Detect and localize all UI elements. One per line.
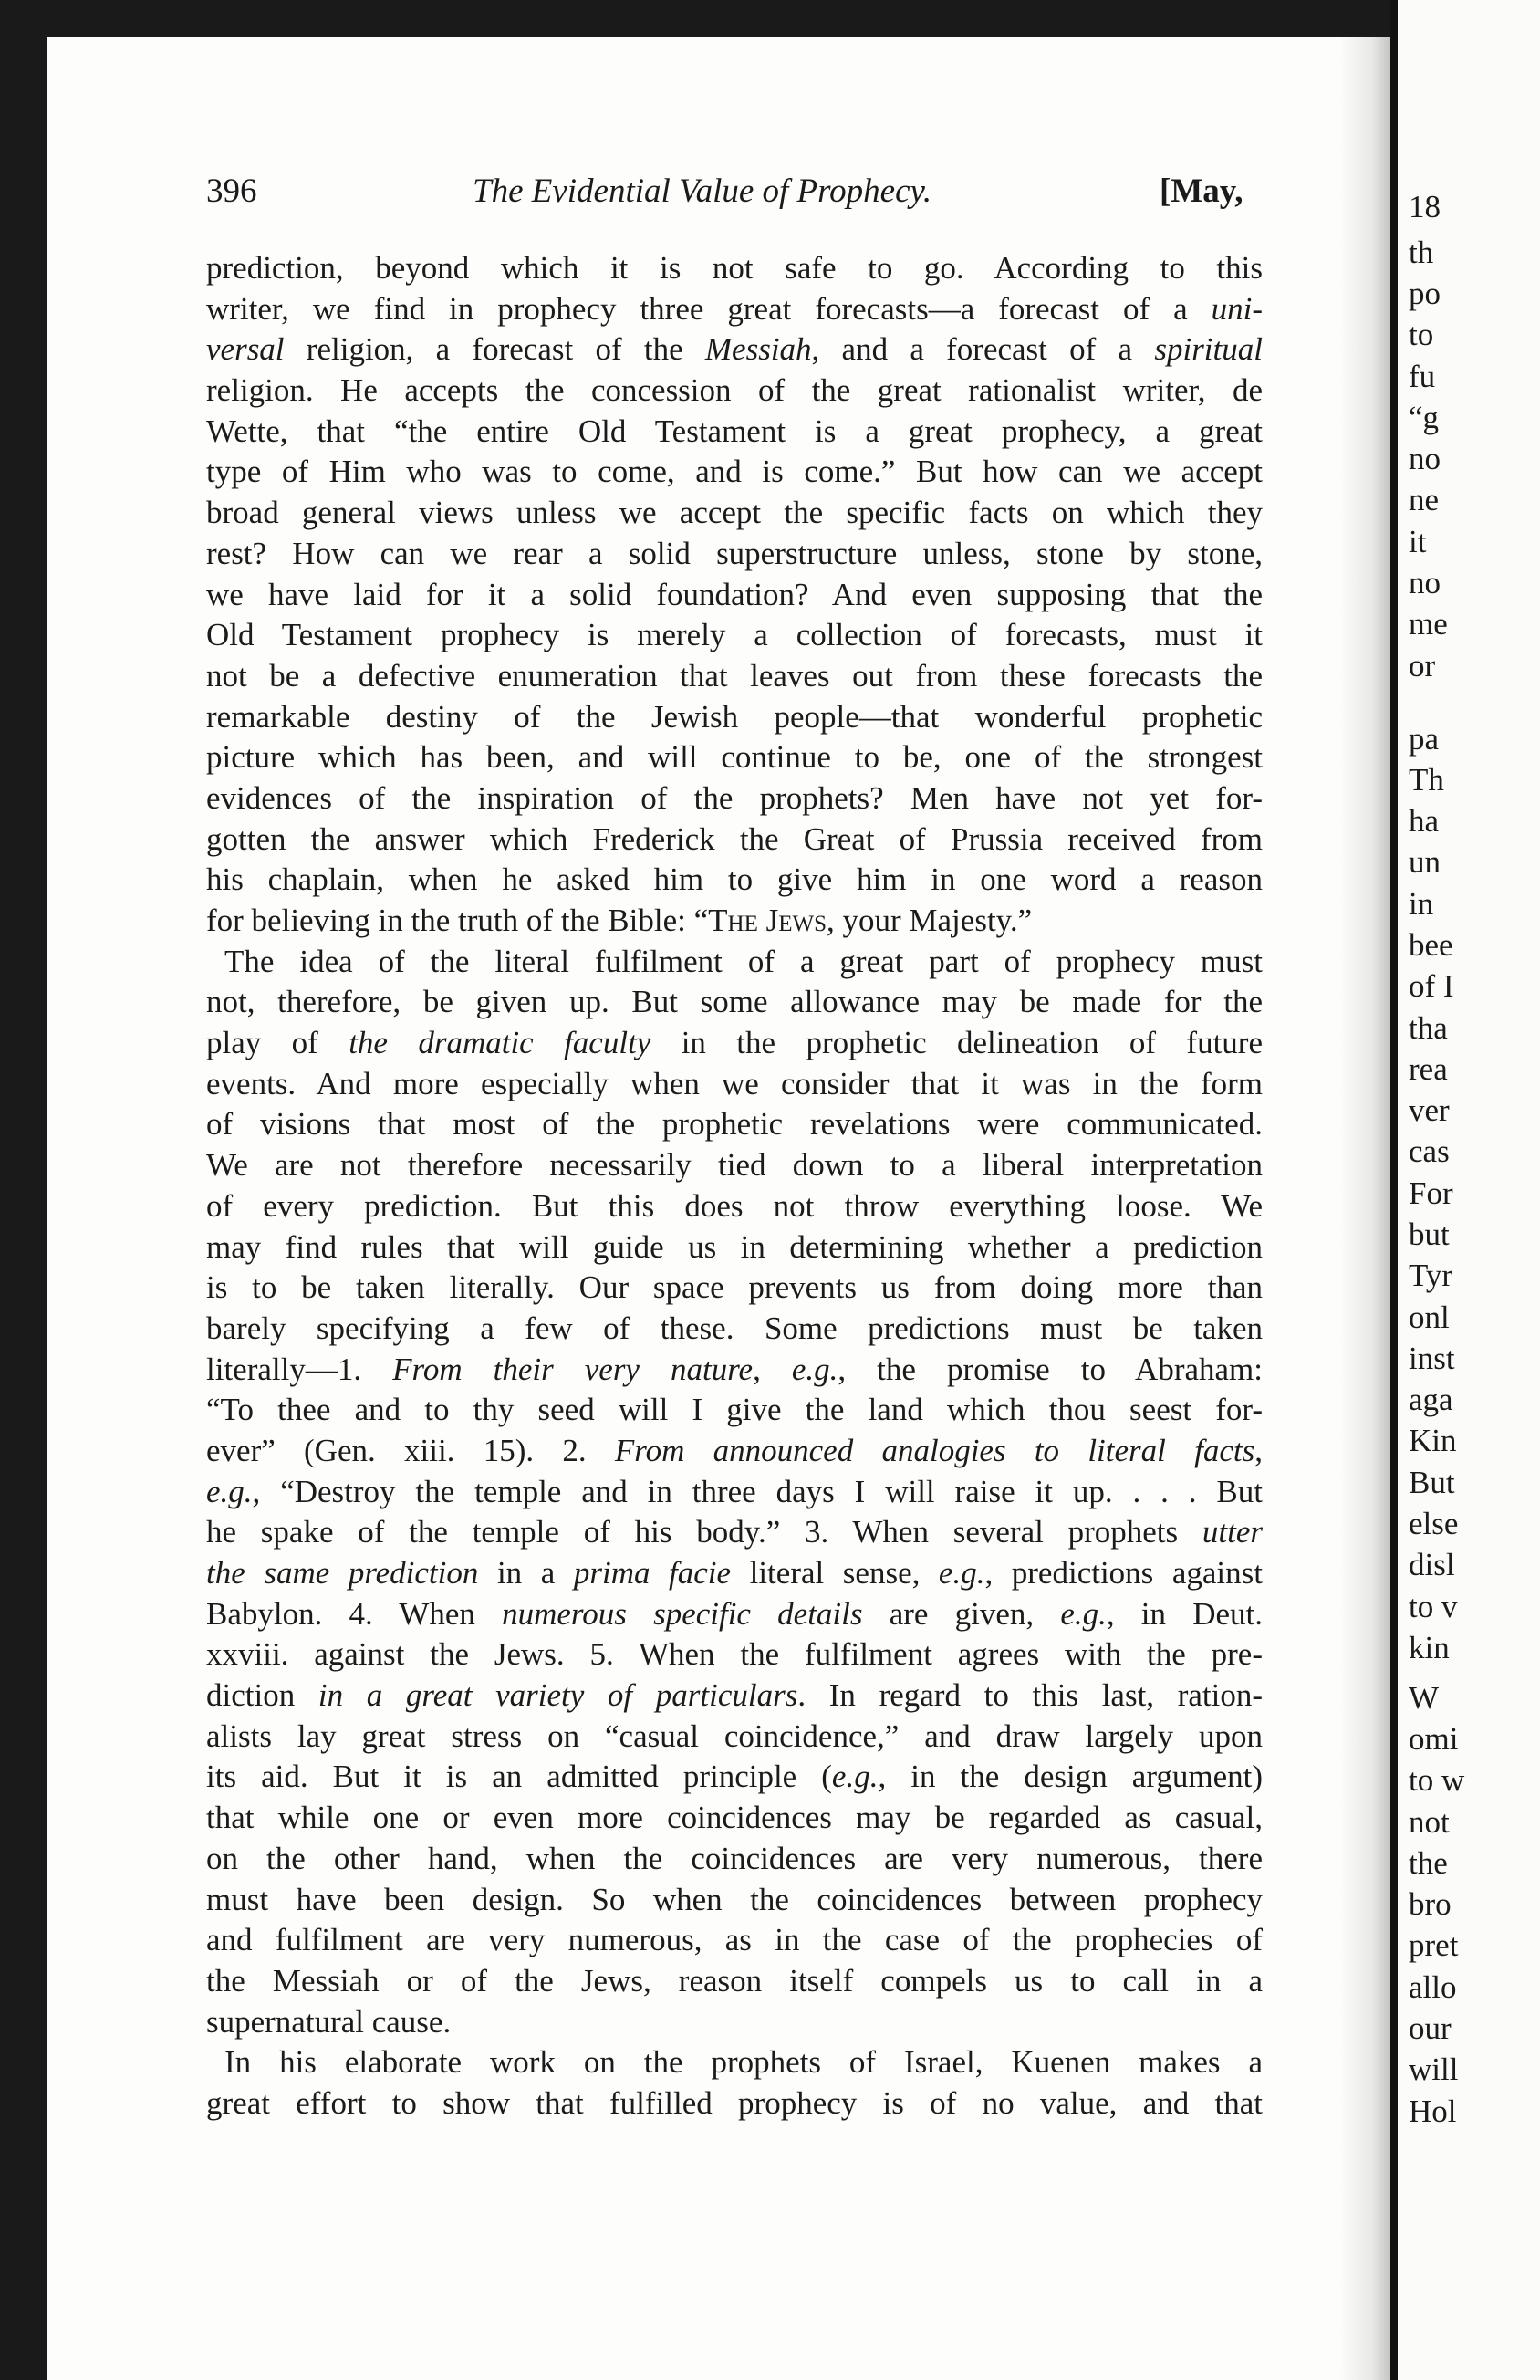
- text-line: [206, 615, 1263, 656]
- text-line: [206, 1839, 1263, 1880]
- right-page-fragment: Kin: [1409, 1423, 1457, 1458]
- right-page-fragment: cas: [1409, 1133, 1450, 1169]
- right-page-fragment: onl: [1409, 1300, 1450, 1335]
- text-segment: not be a defective enumeration that leaves out from these forecasts the: [206, 657, 1263, 694]
- text-segment: play of: [206, 1025, 349, 1061]
- text-segment: literally—1.: [206, 1351, 393, 1387]
- right-page-fragment: disl: [1409, 1547, 1455, 1582]
- text-line: [206, 1512, 1263, 1553]
- text-line: [206, 1268, 1263, 1309]
- right-page-fragment: bee: [1409, 927, 1453, 963]
- running-title: The Evidential Value of Prophecy.: [473, 172, 932, 210]
- right-page-fragment: the: [1409, 1845, 1448, 1881]
- text-line: [206, 982, 1263, 1023]
- text-segment: religion. He accepts the concession of the great rationalist writer, de: [206, 372, 1263, 409]
- text-segment: ,: [753, 1351, 792, 1387]
- italic-text: in a great variety of particulars: [317, 1677, 798, 1714]
- right-page-fragment: to w: [1409, 1762, 1465, 1798]
- text-segment: , and a forecast of a: [811, 331, 1155, 368]
- right-page-fragment: it: [1409, 524, 1427, 559]
- text-line: [206, 819, 1263, 861]
- text-line: [206, 1186, 1263, 1227]
- text-segment: gotten the answer which Frederick the Great of Prussia received from: [206, 820, 1263, 857]
- gutter-shadow: [1390, 0, 1398, 2380]
- text-line: [206, 575, 1263, 616]
- right-page-fragment: me: [1409, 606, 1448, 642]
- right-page-fragment: rea: [1409, 1051, 1448, 1087]
- italic-text: e.g.: [791, 1351, 838, 1387]
- text-segment: evidences of the inspiration of the prophets? Men have not yet for-: [206, 779, 1263, 816]
- italic-text: the same prediction: [206, 1555, 479, 1591]
- small-caps-text: The Jews: [708, 903, 827, 938]
- text-segment: broad general views unless we accept the specific facts on which they: [206, 495, 1263, 531]
- text-line: [206, 1757, 1263, 1798]
- text-line: [206, 1104, 1263, 1145]
- text-segment: of visions that most of the prophetic revelations were communicated.: [206, 1106, 1263, 1143]
- italic-text: numerous specific details: [502, 1595, 863, 1632]
- right-page-fragment: of I: [1409, 968, 1454, 1004]
- text-line: [206, 1431, 1263, 1472]
- right-page-edge: [1398, 0, 1540, 2380]
- text-segment: on the other hand, when the coincidences are very numerous, there: [206, 1840, 1263, 1876]
- text-line: [206, 1350, 1263, 1391]
- text-line: [206, 1064, 1263, 1105]
- right-page-fragment: ver: [1409, 1092, 1450, 1128]
- text-segment: Babylon. 4. When: [206, 1595, 503, 1632]
- text-segment: the Messiah or of the Jews, reason itself compels us to call in a: [206, 1962, 1263, 1999]
- text-segment: remarkable destiny of the Jewish people—that wonderful prophetic: [206, 698, 1263, 735]
- right-page-fragment: to v: [1409, 1589, 1458, 1624]
- text-segment: , “Destroy the temple and in three days I will raise it up. . . . But: [252, 1473, 1263, 1509]
- right-page-fragment: po: [1409, 276, 1441, 311]
- italic-text: uni-: [1211, 290, 1263, 327]
- text-segment: may find rules that will guide us in determining whether a prediction: [206, 1228, 1263, 1265]
- text-line: [206, 1145, 1263, 1186]
- italic-text: e.g.: [1060, 1595, 1107, 1632]
- italic-text: From their very nature: [392, 1351, 754, 1387]
- text-segment: we have laid for it a solid foundation? And even supposing that the: [206, 576, 1263, 612]
- text-segment: of every prediction. But this does not throw everything loose. We: [206, 1187, 1263, 1224]
- right-page-fragment: W: [1409, 1680, 1440, 1716]
- right-page-fragment: omi: [1409, 1721, 1459, 1757]
- text-line: [206, 901, 1263, 942]
- text-line: [206, 1227, 1263, 1268]
- text-line: [206, 371, 1263, 412]
- italic-text: spiritual: [1154, 331, 1263, 368]
- text-segment: , in Deut.: [1106, 1595, 1263, 1632]
- text-segment: in the prophetic delineation of future: [650, 1025, 1263, 1061]
- text-segment: xxviii. against the Jews. 5. When the fulfilment agrees with the pre-: [206, 1636, 1263, 1673]
- right-page-fragment: no: [1409, 565, 1441, 600]
- text-segment: prediction, beyond which it is not safe to go. According to this: [206, 250, 1263, 286]
- text-line: [206, 248, 1263, 289]
- text-line: [206, 412, 1263, 453]
- text-segment: is to be taken literally. Our space prevents us from doing more than: [206, 1269, 1263, 1306]
- text-line: [206, 778, 1263, 819]
- text-line: [206, 289, 1263, 330]
- text-line: [206, 534, 1263, 575]
- text-segment: events. And more especially when we consider that it was in the form: [206, 1065, 1263, 1101]
- right-page-fragment: will: [1409, 2051, 1459, 2087]
- text-segment: Wette, that “the entire Old Testament is a great prophecy, a great: [206, 412, 1263, 449]
- book-spine: [1339, 37, 1394, 2380]
- text-segment: alists lay great stress on “casual coincidence,” and draw largely upon: [206, 1717, 1263, 1754]
- text-segment: must have been design. So when the coincidences between prophecy: [206, 1881, 1263, 1917]
- text-segment: , your Majesty.”: [827, 903, 1033, 938]
- text-segment: for believing in the truth of the Bible: “: [206, 903, 709, 938]
- text-line: [206, 329, 1263, 371]
- italic-text: Messiah: [704, 331, 812, 368]
- text-line: [206, 2002, 1263, 2043]
- right-page-fragment: in: [1409, 886, 1434, 922]
- right-page-fragment: Th: [1409, 762, 1444, 798]
- text-line: [206, 1472, 1263, 1513]
- right-page-fragment: or: [1409, 648, 1436, 684]
- text-line: [206, 860, 1263, 901]
- text-segment: literal sense,: [731, 1555, 939, 1591]
- text-line: [206, 1675, 1263, 1717]
- text-segment: his chaplain, when he asked him to give him in one word a reason: [206, 861, 1263, 898]
- text-segment: We are not therefore necessarily tied down to a liberal interpretation: [206, 1147, 1263, 1184]
- text-segment: “To thee and to thy seed will I give the land which thou seest for-: [206, 1392, 1263, 1428]
- text-segment: supernatural cause.: [206, 2003, 452, 2040]
- right-page-fragment: aga: [1409, 1382, 1453, 1417]
- italic-text: e.g.: [206, 1473, 253, 1509]
- text-segment: , predictions against: [984, 1555, 1263, 1591]
- text-line: [206, 1717, 1263, 1758]
- right-page-fragment: 18: [1409, 189, 1441, 224]
- right-page-fragment: to: [1409, 317, 1434, 352]
- text-segment: , the promise to Abraham:: [838, 1351, 1263, 1387]
- text-line: [206, 2042, 1263, 2083]
- text-line: [206, 1798, 1263, 1839]
- right-page-fragment: else: [1409, 1506, 1459, 1541]
- text-segment: barely specifying a few of these. Some predictions must be taken: [206, 1310, 1263, 1346]
- text-line: [206, 1390, 1263, 1431]
- right-page-fragment: For: [1409, 1175, 1453, 1211]
- text-line: [206, 452, 1263, 493]
- text-segment: In his elaborate work on the prophets of Israel, Kuenen makes a: [224, 2044, 1263, 2081]
- italic-text: e.g.: [831, 1759, 879, 1795]
- right-page-fragment: “g: [1409, 400, 1440, 435]
- text-line: [206, 1920, 1263, 1961]
- right-page-fragment: pret: [1409, 1927, 1459, 1963]
- italic-text: the dramatic faculty: [349, 1025, 651, 1061]
- text-segment: and fulfilment are very numerous, as in the case of the prophecies of: [206, 1922, 1263, 1958]
- right-page-fragment: ne: [1409, 482, 1440, 517]
- text-segment: diction: [206, 1677, 318, 1714]
- page-header: [206, 172, 1301, 219]
- right-page-fragments: [1398, 0, 1540, 2380]
- text-line: [206, 942, 1263, 983]
- text-segment: are given,: [862, 1595, 1061, 1632]
- right-page-fragment: kin: [1409, 1630, 1450, 1665]
- right-page-fragment: but: [1409, 1216, 1450, 1252]
- text-segment: religion, a forecast of the: [284, 331, 705, 368]
- text-line: [206, 697, 1263, 738]
- italic-text: From announced analogies to literal facts: [614, 1432, 1255, 1468]
- text-segment: type of Him who was to come, and is come.” But how can we accept: [206, 454, 1263, 490]
- right-page-fragment: ha: [1409, 803, 1440, 839]
- text-segment: writer, we find in prophecy three great forecasts—a forecast of a: [206, 290, 1212, 327]
- italic-text: utter: [1202, 1514, 1263, 1550]
- right-page-fragment: allo: [1409, 1969, 1457, 2005]
- text-line: [206, 493, 1263, 534]
- right-page-fragment: inst: [1409, 1341, 1455, 1376]
- right-page-fragment: fu: [1409, 359, 1436, 394]
- text-segment: Old Testament prophecy is merely a collection of forecasts, must it: [206, 617, 1263, 653]
- text-line: [206, 1880, 1263, 1921]
- text-segment: rest? How can we rear a solid superstructure unless, stone by stone,: [206, 535, 1263, 571]
- right-page-fragment: But: [1409, 1465, 1455, 1500]
- right-page-fragment: no: [1409, 441, 1441, 476]
- right-page-fragment: th: [1409, 235, 1434, 270]
- text-segment: picture which has been, and will continue to be, one of the strongest: [206, 739, 1263, 776]
- right-page-fragment: bro: [1409, 1886, 1452, 1922]
- right-page-fragment: Hol: [1409, 2093, 1457, 2129]
- text-segment: great effort to show that fulfilled prophecy is of no value, and that: [206, 2084, 1263, 2121]
- text-segment: its aid. But it is an admitted principle (: [206, 1759, 832, 1795]
- text-segment: , in the design argument): [878, 1759, 1263, 1795]
- text-line: [206, 2083, 1263, 2124]
- italic-text: prima facie: [573, 1555, 732, 1591]
- page-number: 396: [206, 172, 257, 210]
- text-segment: ,: [1254, 1432, 1263, 1468]
- italic-text: e.g.: [938, 1555, 985, 1591]
- right-page-fragment: tha: [1409, 1010, 1448, 1046]
- text-line: [206, 656, 1263, 697]
- text-segment: that while one or even more coincidences may be regarded as casual,: [206, 1800, 1263, 1836]
- header-date: [May,: [1160, 172, 1243, 210]
- right-page-fragment: un: [1409, 844, 1441, 880]
- text-line: [206, 1634, 1263, 1675]
- text-segment: The idea of the literal fulfilment of a great part of prophecy must: [224, 943, 1263, 979]
- text-line: [206, 737, 1263, 778]
- italic-text: versal: [206, 331, 285, 368]
- right-page-fragment: Tyr: [1409, 1258, 1453, 1293]
- text-segment: . In regard to this last, ration-: [797, 1677, 1263, 1714]
- text-line: [206, 1594, 1263, 1635]
- text-line: [206, 1553, 1263, 1594]
- text-line: [206, 1309, 1263, 1350]
- text-line: [206, 1961, 1263, 2002]
- text-segment: in a: [478, 1555, 574, 1591]
- body-text: [206, 248, 1263, 2124]
- text-segment: ever” (Gen. xiii. 15). 2.: [206, 1432, 615, 1468]
- right-page-fragment: our: [1409, 2010, 1452, 2046]
- text-segment: he spake of the temple of his body.” 3. When several prophets: [206, 1514, 1202, 1550]
- right-page-fragment: pa: [1409, 721, 1440, 757]
- text-line: [206, 1023, 1263, 1064]
- text-segment: not, therefore, be given up. But some allowance may be made for the: [206, 984, 1263, 1020]
- right-page-fragment: not: [1409, 1804, 1450, 1840]
